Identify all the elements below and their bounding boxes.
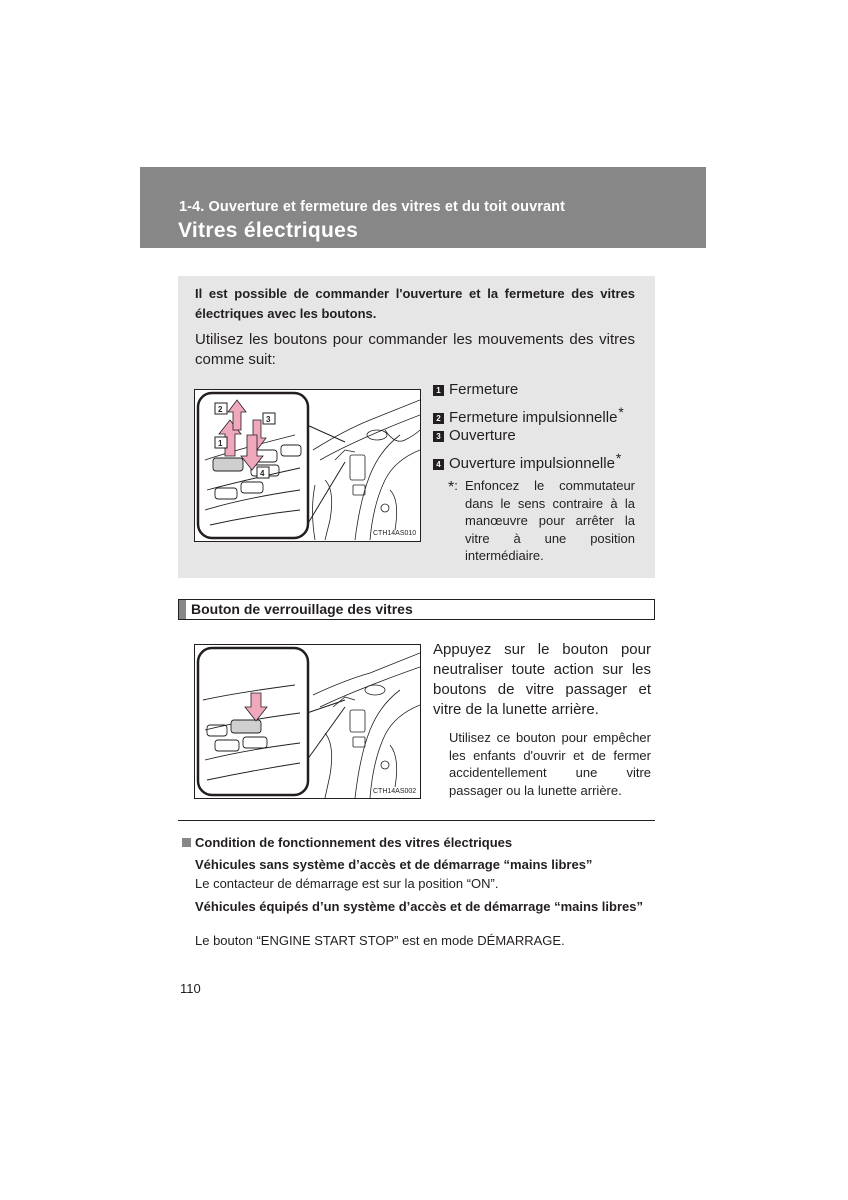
legend-label: Ouverture	[449, 427, 516, 444]
lock-subtext: Utilisez ce bouton pour empêcher les enfants d'ouvrir et de fermer accidentellement une vitre passager ou la lunette arrière.	[449, 730, 651, 798]
legend-item	[433, 404, 624, 426]
figure-code: CTH14AS010	[373, 530, 417, 537]
legend-label: Ouverture impulsionnelle	[449, 455, 615, 472]
heading-accent-bar	[179, 600, 186, 619]
section-title: 1-4. Ouverture et fermeture des vitres et du toit ouvrant	[179, 199, 566, 215]
intro-text: Utilisez les boutons pour commander les mouvements des vitres comme suit:	[195, 331, 635, 368]
condition-heading: Condition de fonctionnement des vitres électriques	[182, 835, 512, 850]
condition-item-text: Le contacteur de démarrage est sur la position “ON”.	[195, 876, 499, 891]
intro-bold-text: Il est possible de commander l'ouverture et la fermeture des vitres électriques avec les boutons.	[195, 286, 635, 321]
square-bullet-icon	[182, 838, 191, 847]
lock-button-illustration	[195, 645, 420, 798]
window-switch-illustration	[195, 390, 420, 541]
condition-item-text: Le bouton “ENGINE START STOP” est en mode DÉMARRAGE.	[195, 933, 565, 948]
callout-1: 1	[218, 439, 223, 448]
subsection-title: Bouton de verrouillage des vitres	[191, 601, 413, 617]
legend-item	[433, 450, 621, 472]
window-switch-figure	[194, 389, 421, 542]
legend-number: 2	[433, 413, 444, 424]
legend-item	[433, 427, 516, 444]
legend-label: Fermeture impulsionnelle	[449, 409, 618, 426]
legend-label: Fermeture	[449, 381, 519, 398]
lock-description: Appuyez sur le bouton pour neutraliser toute action sur les boutons de vitre passager et vitre de la lunette arrière.	[433, 641, 651, 718]
legend-item	[433, 381, 518, 398]
divider	[178, 820, 655, 821]
legend-number: 3	[433, 431, 444, 442]
lock-button-figure	[194, 644, 421, 799]
chapter-header	[140, 167, 706, 248]
condition-item-heading: Véhicules équipés d’un système d’accès et de démarrage “mains libres”	[195, 899, 643, 914]
asterisk-mark: *	[618, 404, 624, 420]
legend-number: 4	[433, 459, 444, 470]
legend-number: 1	[433, 385, 444, 396]
subsection-heading	[178, 599, 655, 620]
footnote-text: Enfoncez le commutateur dans le sens contraire à la manœuvre pour arrêter la vitre à une position intermédiaire.	[465, 478, 635, 563]
condition-item-heading: Véhicules sans système d’accès et de démarrage “mains libres”	[195, 857, 593, 872]
page-number: 110	[180, 981, 201, 996]
callout-3: 3	[266, 415, 271, 424]
callout-4: 4	[260, 469, 265, 478]
figure-code: CTH14AS002	[373, 788, 417, 795]
asterisk-mark: *	[615, 450, 622, 466]
page-title: Vitres électriques	[178, 219, 359, 242]
footnote-mark: *:	[448, 478, 458, 496]
callout-2: 2	[218, 405, 223, 414]
